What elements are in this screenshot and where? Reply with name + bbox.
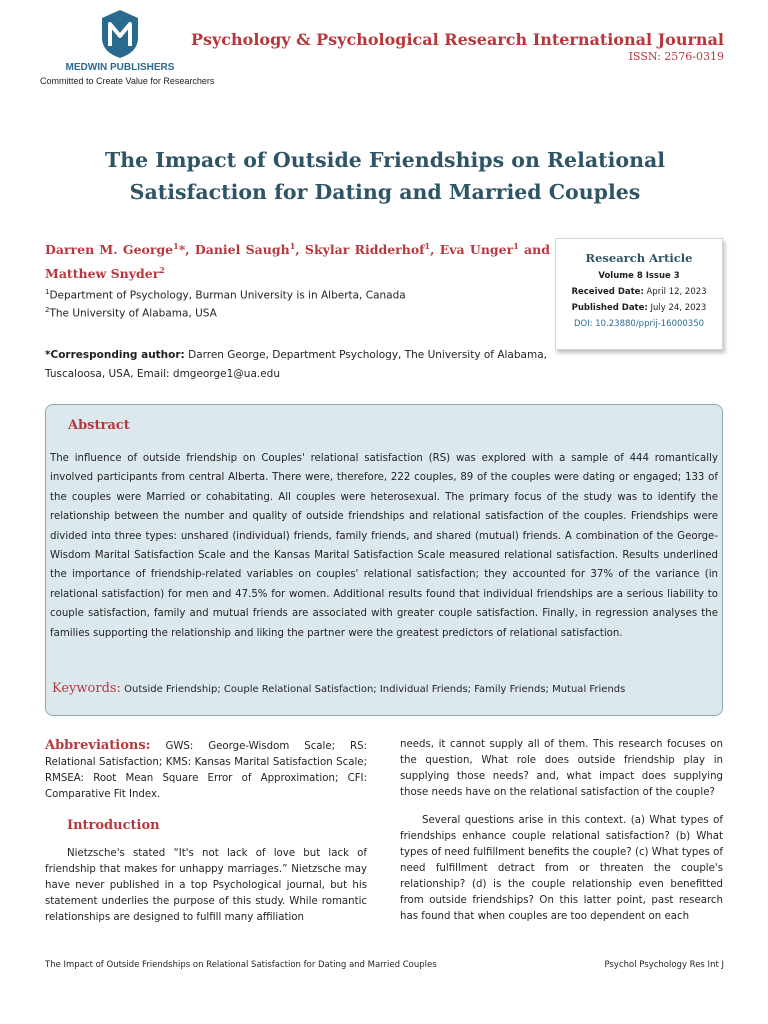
published-label: Published Date: bbox=[571, 303, 648, 313]
author-separator: , bbox=[430, 242, 440, 258]
abstract-text: The influence of outside friendship on Couples' relational satisfaction (RS) was explored with a sample of 444 romantically involved participants from central Alberta. There were, therefore, 222 couples, 89 of the couples were dating or engaged; 133 of the couples were Married or cohabitating. All couples were heterosexual. The primary focus of the study was to identify the relationship between the number and quality of outside friendships and relational satisfaction of the couples. Friendships were divided into three types: unshared (individual) friends, family friends, and shared (mutual) friends. A combination of the George-Wisdom Marital Satisfaction Scale and the Kansas Marital Satisfaction Scale measured relational satisfaction. Results underlined the importance of friendship-related variables on couples' relational satisfaction; they accounted for 37% of the variance (in relational satisfaction) for men and 47.5% for women. Additional results found that individual friendships are a serious liability to couple satisfaction, family and mutual friends are associated with greater couple satisfaction. Finally, in regression analyses the families supporting the relationship and liking the partner were the greatest predictors of relational satisfaction. bbox=[50, 453, 718, 639]
article-info-box bbox=[555, 238, 723, 350]
author-affil-sup: 1 bbox=[424, 241, 431, 251]
abstract-heading: Abstract bbox=[68, 418, 130, 433]
author-name: Skylar Ridderhof bbox=[304, 242, 425, 258]
footer-title: The Impact of Outside Friendships on Relational Satisfaction for Dating and Married Couples bbox=[45, 960, 437, 970]
corresponding-author bbox=[45, 346, 550, 384]
issn: ISSN: 2576-0319 bbox=[628, 50, 724, 63]
affiliation-1 bbox=[45, 288, 406, 302]
right-column-paragraph-1: needs, it cannot supply all of them. This research focuses on the question, What role does outside friendship play in supplying those needs? and, what impact does supplying those needs have on the relational satisfaction of the couple? bbox=[400, 739, 723, 798]
footer-journal-abbrev: Psychol Psychology Res Int J bbox=[604, 960, 724, 970]
author-affil-sup: 1 bbox=[289, 241, 296, 251]
keywords bbox=[52, 681, 720, 696]
medwin-logo-icon bbox=[98, 8, 142, 60]
author-conjunction: and bbox=[518, 242, 550, 258]
author-separator: *, bbox=[178, 242, 195, 258]
publisher-name: MEDWIN PUBLISHERS bbox=[65, 62, 175, 73]
author-affil-sup: 1 bbox=[513, 241, 519, 251]
journal-title: Psychology & Psychological Research International Journal bbox=[190, 30, 724, 49]
introduction-paragraph: Nietzsche's stated “It's not lack of love but lack of friendship that makes for unhappy marriages.” Nietzsche may have never published in a top Psychological journal, but his statement underlies the purpose of this study. While romantic relationships are designed to fulfill many affiliation bbox=[45, 848, 367, 923]
abbreviations-text: GWS: George-Wisdom Scale; RS: Relational Satisfaction; KMS: Kansas Marital Satisfaction Scale; RMSEA: Root Mean Square Error of Approximation; CFI: Comparative Fit Index. bbox=[45, 741, 367, 800]
received-date bbox=[556, 287, 722, 297]
author-name: Eva Unger bbox=[439, 242, 514, 258]
published-date bbox=[556, 303, 722, 313]
author-separator: , bbox=[295, 242, 305, 258]
author-name: Darren M. George bbox=[45, 242, 174, 258]
received-label: Received Date: bbox=[571, 287, 644, 297]
affiliation-text: Department of Psychology, Burman University is in Alberta, Canada bbox=[49, 289, 406, 302]
publisher-tagline: Committed to Create Value for Researchers bbox=[40, 76, 215, 86]
corresponding-label: *Corresponding author: bbox=[45, 349, 185, 361]
author-name: Daniel Saugh bbox=[194, 242, 290, 258]
abbreviations bbox=[45, 738, 367, 803]
keywords-text: Outside Friendship; Couple Relational Satisfaction; Individual Friends; Family Friends; Mutual Friends bbox=[120, 684, 626, 695]
affiliation-sup: 1 bbox=[45, 288, 50, 296]
author-name: Matthew Snyder bbox=[45, 266, 160, 282]
introduction-heading: Introduction bbox=[67, 818, 160, 833]
volume-issue: Volume 8 Issue 3 bbox=[598, 271, 680, 281]
abbreviations-label: Abbreviations: bbox=[45, 738, 151, 753]
author-affil-sup: 2 bbox=[159, 265, 165, 276]
doi-link[interactable]: DOI: 10.23880/pprij-16000350 bbox=[573, 319, 705, 329]
author-list bbox=[45, 236, 550, 284]
right-column-paragraph-2: Several questions arise in this context. (a) What types of friendships enhance couple relational satisfaction? (b) What types of need fulfillment benefits the couple? (c) What types of need fulfillment detract from or threaten the couple's relationship? (d) is the couple relationship even benefitted from outside friendships? On this latter point, past research has found that when couples are too dependent on each bbox=[400, 815, 723, 922]
affiliation-text: The University of Alabama, USA bbox=[49, 307, 217, 320]
affiliation-sup: 2 bbox=[45, 306, 50, 314]
published-value: July 24, 2023 bbox=[647, 303, 707, 313]
affiliation-2 bbox=[45, 306, 217, 320]
received-value: April 12, 2023 bbox=[643, 287, 707, 297]
article-title: The Impact of Outside Friendships on Relational Satisfaction for Dating and Married Couples bbox=[104, 148, 666, 204]
corresponding-text: Darren George, Department Psychology, The University of Alabama, Tuscaloosa, USA, Email: dmgeorge1@ua.edu bbox=[45, 349, 547, 380]
abstract-box bbox=[45, 404, 723, 716]
article-type: Research Article bbox=[585, 251, 693, 265]
keywords-label: Keywords: bbox=[52, 681, 121, 696]
author-affil-sup: 1 bbox=[173, 241, 179, 251]
